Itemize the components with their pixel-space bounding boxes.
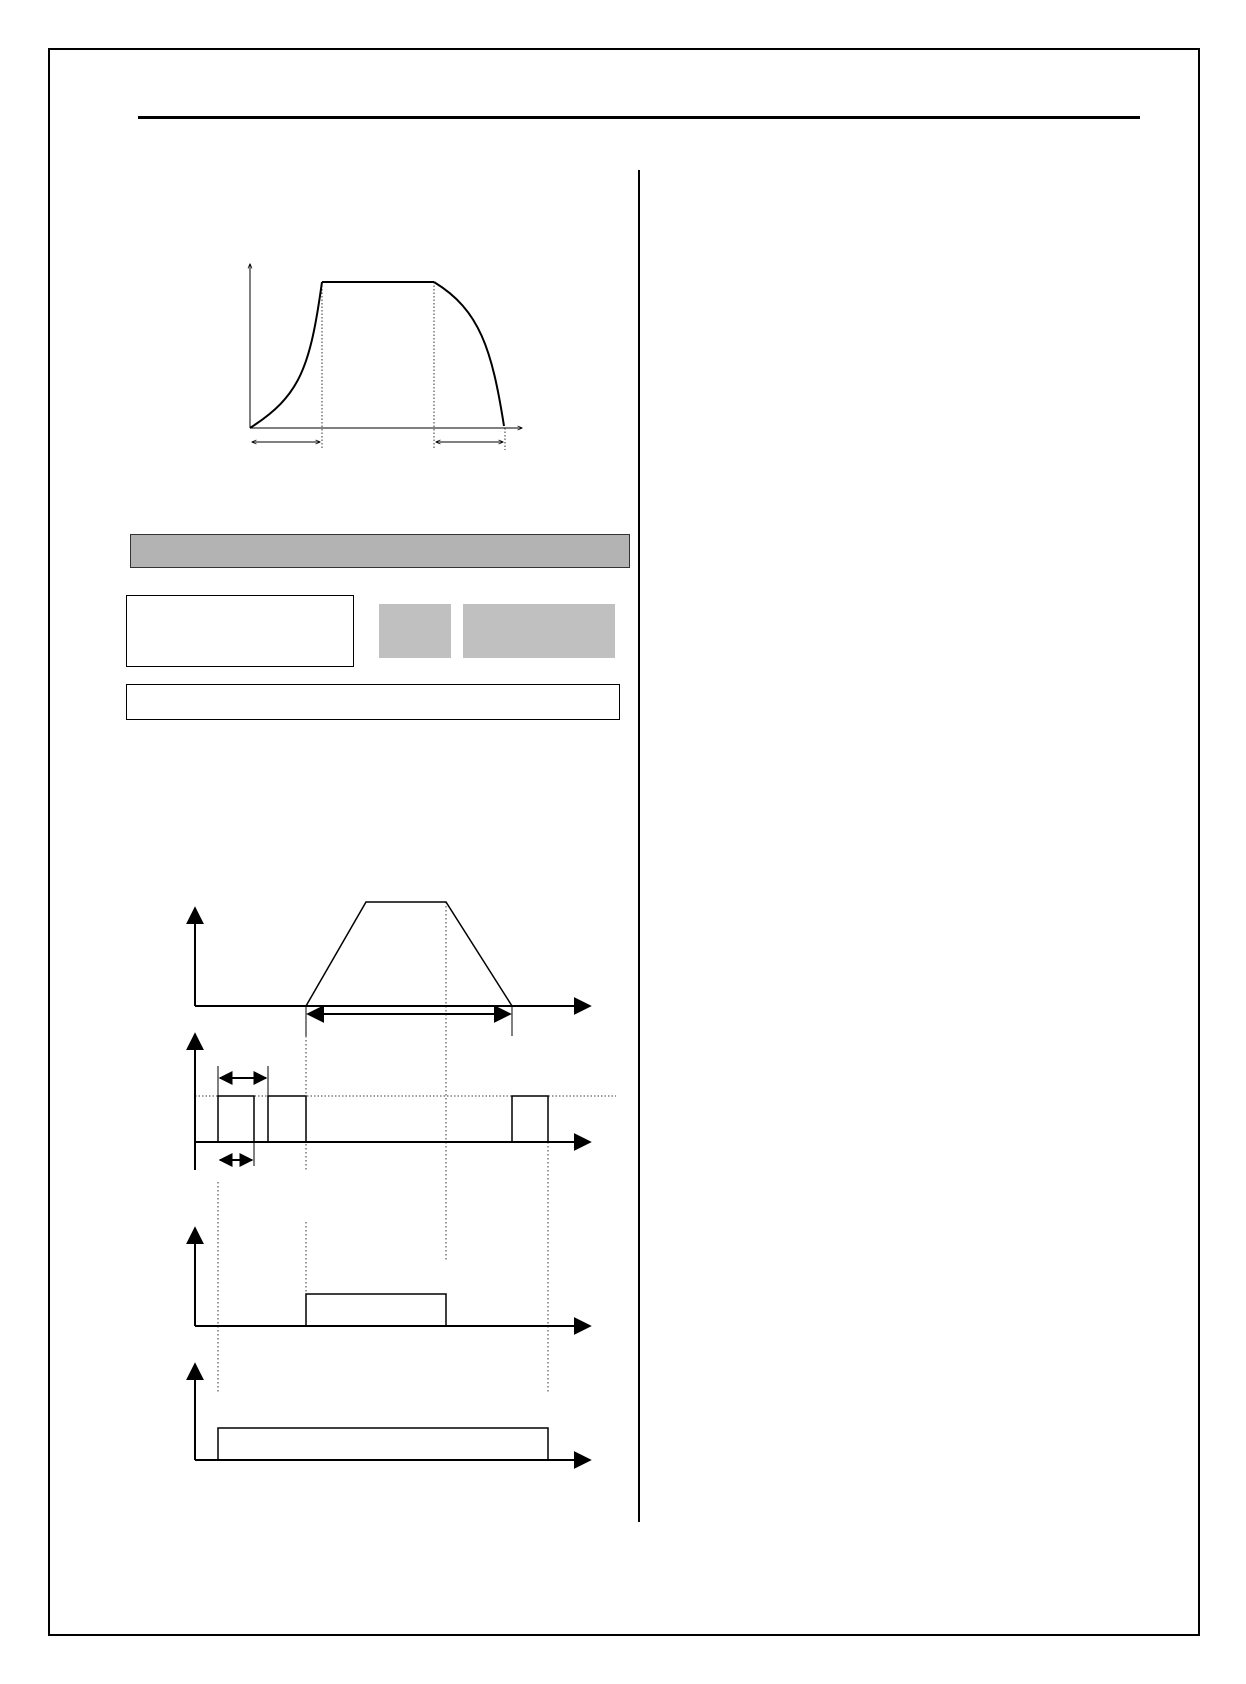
output-signal-long: [218, 1428, 548, 1460]
pulse-2: [268, 1096, 306, 1142]
speed-trapezoid: [306, 902, 512, 1006]
pulse-3: [512, 1096, 548, 1142]
output-signal-short: [306, 1294, 446, 1326]
pulse-1: [218, 1096, 254, 1142]
